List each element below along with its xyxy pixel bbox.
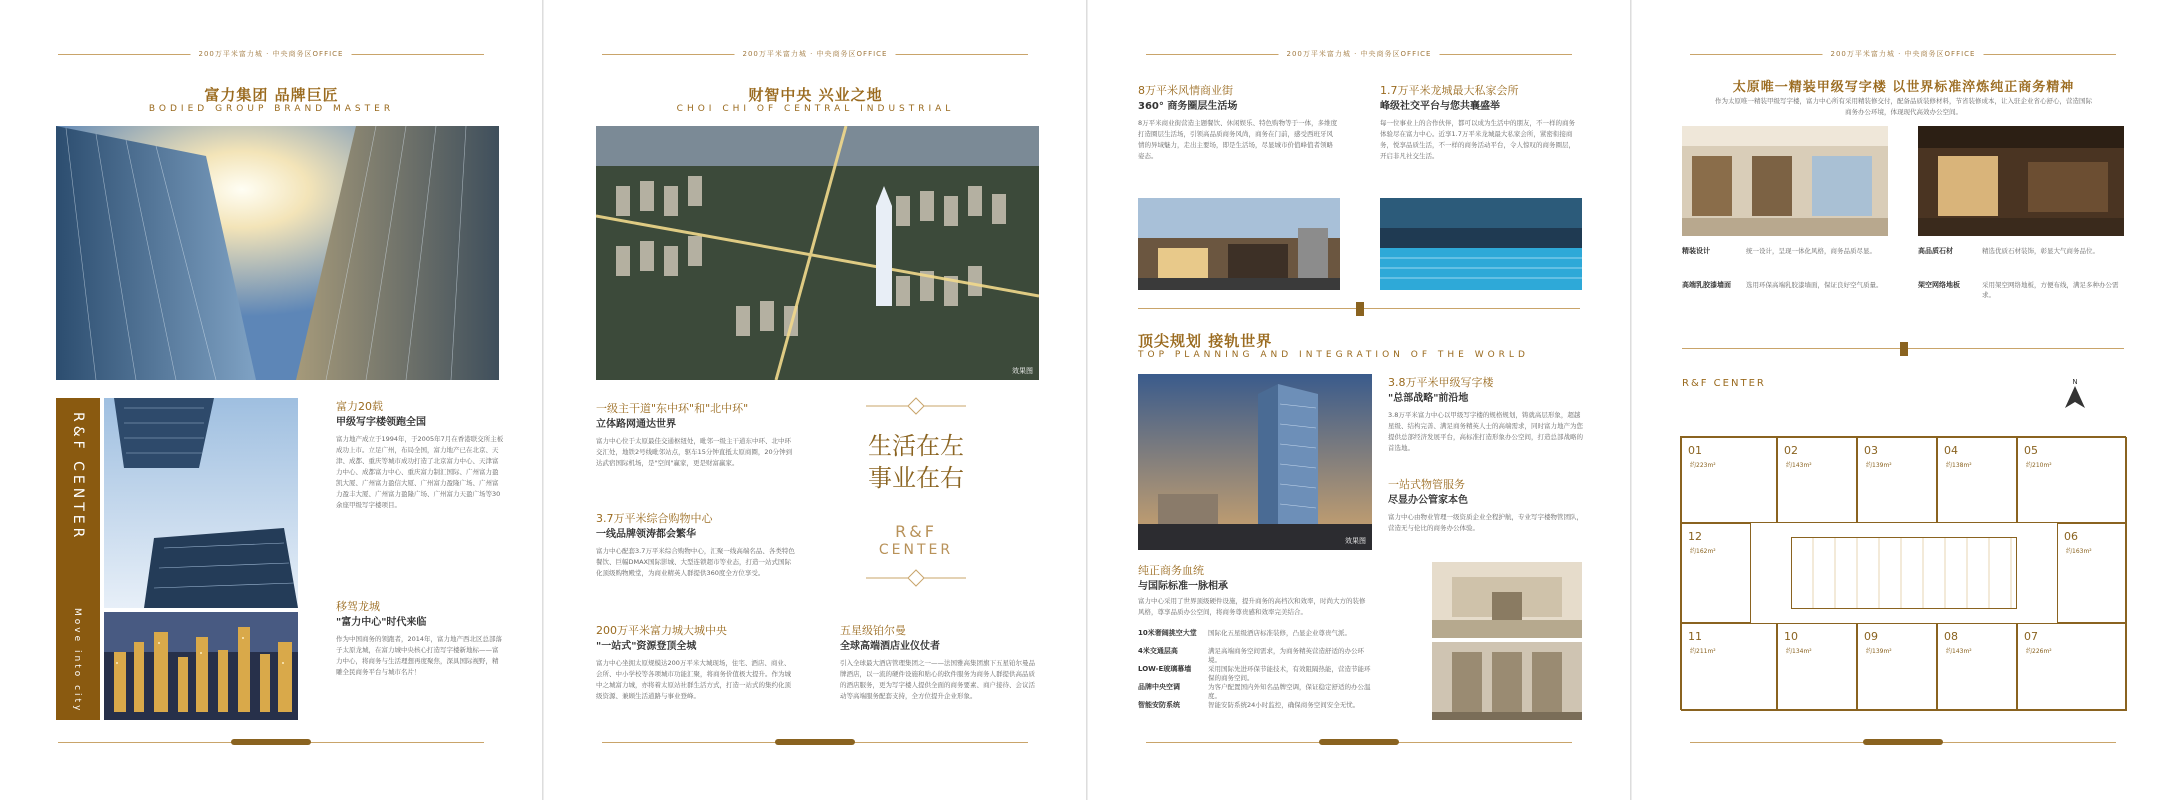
unit-area: 约139m² xyxy=(1866,462,1892,469)
s4-sub: "总部战略"前沿地 xyxy=(1388,393,1469,404)
s3-body: 富力中心坐拥太原规模达200万平米大城现场，住宅、酒店、商业、会所、中小学校等各项城市功能汇聚，将商务价值极大提升。作为城中之城富力城，亦将着太原站社群生活方式，打造一站式的集约化顶级资源、兼顾生活道路与事业登峰。 xyxy=(596,659,791,700)
spec-value: 国际化五星级酒店标准装修，凸显企业尊贵气派。 xyxy=(1208,629,1351,637)
unit-area: 约223m² xyxy=(1690,462,1716,469)
rendering-caption: 效果图 xyxy=(1012,367,1033,375)
s4-title: 3.8万平米甲级写字楼 xyxy=(1388,376,1494,389)
header-tag: 200万平米富力城 · 中央商务区OFFICE xyxy=(735,49,896,59)
unit-number: 07 xyxy=(2024,630,2038,643)
building-core xyxy=(1791,537,2017,609)
spec-row xyxy=(1138,700,1374,718)
floor-plan xyxy=(1680,436,2126,710)
page-title: 财智中央 兴业之地 xyxy=(748,86,883,104)
feature-item xyxy=(1918,246,2124,276)
s2-body: 每一位事业上的合作伙伴，都可以成为生活中的朋友，不一样的商务体验尽在富力中心。近享1.7万平米龙城最大私家会所，紧密衔接商务，悦享品质生活，不一样的商务活动平台，令人惊叹的商务圈层，开启非凡社交生活。 xyxy=(1380,119,1575,160)
city-night-photo xyxy=(104,612,298,720)
spec-key: LOW-E玻璃幕墙 xyxy=(1138,665,1192,673)
brochure-page-4 xyxy=(1632,0,2174,800)
brochure-page-3 xyxy=(1088,0,1631,800)
spec-key: 品牌中央空调 xyxy=(1138,683,1180,691)
commercial-street-photo xyxy=(1138,198,1340,290)
north-label: N xyxy=(2072,378,2078,386)
sec1-sub: 甲级写字楼领跑全国 xyxy=(336,417,426,428)
s1-title: 一级主干道"东中环"和"北中环" xyxy=(596,402,749,415)
feature-key: 高端乳胶漆墙面 xyxy=(1682,281,1731,289)
s3-title: 顶尖规划 接轨世界 xyxy=(1138,332,1273,350)
divider-ornament xyxy=(1900,342,1908,356)
unit-area: 约134m² xyxy=(1786,648,1812,655)
unit-area: 约143m² xyxy=(1946,648,1972,655)
sec2-sub: "富力中心"时代来临 xyxy=(336,617,427,628)
floor-unit xyxy=(2017,437,2127,523)
s1-body: 富力中心位于太原最佳交通枢纽处，毗邻一级主干道东中环、北中环交汇处，地铁2号线毗邻站点，驱车15分钟直抵太原商圈，20分钟到达武宿国际机场，是"空间"赢家，更是财富赢家。 xyxy=(596,437,793,467)
unit-number: 04 xyxy=(1944,444,1958,457)
s5-body: 富力中心由物业管理一级资质企业全程护航，专业写字楼物管团队，营造无与伦比的商务办公体验。 xyxy=(1388,513,1583,532)
unit-number: 10 xyxy=(1784,630,1798,643)
footer-pill xyxy=(775,739,855,745)
spec-row xyxy=(1138,646,1374,664)
header-rule xyxy=(1690,50,2116,58)
footer-rule xyxy=(602,742,1028,743)
lobby-photo xyxy=(1432,562,1582,638)
motto-line-1: 生活在左 xyxy=(868,432,964,460)
interior-photo-2 xyxy=(1918,126,2124,236)
office-tower-rendering xyxy=(1138,374,1372,550)
unit-number: 01 xyxy=(1688,444,1702,457)
floor-unit xyxy=(1857,437,1937,523)
footer-pill xyxy=(1863,739,1943,745)
s5-sub: 尽显办公管家本色 xyxy=(1388,495,1468,506)
sidebar-brand: R&F CENTER xyxy=(70,412,86,542)
spec-key: 4米交通层高 xyxy=(1138,647,1178,655)
spec-key: 10米奢阔挑空大堂 xyxy=(1138,629,1197,637)
sec1-body: 富力地产成立于1994年，于2005年7月在香港联交所主板成功上市。立足广州，布局全国，富力地产已在北京、天津、成都、重庆等城市成功打造了北京富力中心、天津富力中心、成都富力中心、重庆富力制汇国际、广州富力盈凯大厦、广州富力盈信大厦、广州富力盈隆广场、广州富力盈丰大厦、广州富力盈隆广场、广州富力天盈广场等30余座甲级写字楼项目。 xyxy=(336,435,504,509)
feature-item xyxy=(1918,280,2124,310)
unit-number: 03 xyxy=(1864,444,1878,457)
feature-item xyxy=(1682,246,1888,276)
header-rule xyxy=(58,50,484,58)
sec2-title: 移驾龙城 xyxy=(336,600,380,613)
spec-row xyxy=(1138,682,1374,700)
feature-value: 精选优质石材装饰，彰显大气商务品位。 xyxy=(1982,247,2099,255)
spec-value: 采用国际先进环保节能技术，有效阻隔热能，营造节能环保的商务空间。 xyxy=(1208,665,1371,682)
aerial-rendering xyxy=(596,126,1039,380)
spec-value: 智能安防系统24小时监控，确保商务空间安全无忧。 xyxy=(1208,701,1360,709)
divider-ornament xyxy=(1356,302,1364,316)
s4-sub: 全球高端酒店业仪仗者 xyxy=(840,641,940,652)
elevator-hall-photo xyxy=(1432,642,1582,720)
spec-row xyxy=(1138,628,1374,646)
s3-title: 200万平米富力城大城中央 xyxy=(596,624,727,637)
unit-number: 09 xyxy=(1864,630,1878,643)
page-subtitle: CHOI CHI OF CENTRAL INDUSTRIAL xyxy=(676,104,955,114)
feature-key: 精装设计 xyxy=(1682,247,1710,255)
unit-number: 12 xyxy=(1688,530,1702,543)
s1-sub: 360° 商务圈层生活场 xyxy=(1138,101,1238,112)
page-title: 太原唯一精装甲级写字楼 以世界标准淬炼纯正商务精神 xyxy=(1732,80,2075,95)
clubhouse-pool-photo xyxy=(1380,198,1582,290)
motto-brand: R&F xyxy=(895,522,937,541)
brochure-page-2 xyxy=(544,0,1087,800)
header-tag: 200万平米富力城 · 中央商务区OFFICE xyxy=(1279,49,1440,59)
header-tag: 200万平米富力城 · 中央商务区OFFICE xyxy=(1823,49,1984,59)
unit-area: 约226m² xyxy=(2026,648,2052,655)
floor-unit xyxy=(1937,437,2017,523)
s6-title: 纯正商务血统 xyxy=(1138,564,1204,577)
s3-subtitle: TOP PLANNING AND INTEGRATION OF THE WORLD xyxy=(1138,350,1529,360)
footer-rule xyxy=(1690,742,2116,743)
unit-area: 约138m² xyxy=(1946,462,1972,469)
spec-list xyxy=(1138,628,1374,718)
s2-sub: 一线品牌领涛都会繁华 xyxy=(596,529,696,540)
s4-body: 引入全球最大酒店管理集团之一——法国雅高集团旗下五星铂尔曼品牌酒店，以一流的硬件设施和贴心的软件服务为商务人群提供高品质的酒店服务，更为写字楼人提供全面的商务要素、商户接待、会议活动等高端服务配套支持，全方位提升企业形象。 xyxy=(840,659,1035,700)
s2-title: 3.7万平米综合购物中心 xyxy=(596,512,713,525)
unit-area: 约211m² xyxy=(1690,648,1716,655)
floor-unit xyxy=(1681,523,1751,623)
unit-area: 约162m² xyxy=(1690,548,1716,555)
brand-sidebar xyxy=(56,398,100,720)
spec-row xyxy=(1138,664,1374,682)
motto-line-2: 事业在右 xyxy=(868,464,964,492)
s2-sub: 峰级社交平台与您共襄盛举 xyxy=(1380,101,1500,112)
feature-list xyxy=(1682,246,2125,336)
floor-unit xyxy=(1857,623,1937,711)
tower-photo xyxy=(104,398,298,608)
unit-area: 约163m² xyxy=(2066,548,2092,555)
unit-number: 05 xyxy=(2024,444,2038,457)
feature-item xyxy=(1682,280,1888,310)
rendering-caption: 效果图 xyxy=(1345,537,1366,545)
feature-value: 选用环保高端乳胶漆墙面，保证良好空气质量。 xyxy=(1746,281,1883,289)
north-arrow xyxy=(2060,378,2090,412)
unit-number: 08 xyxy=(1944,630,1958,643)
feature-value: 采用架空网络地板，方便布线，满足多种办公需求。 xyxy=(1982,281,2119,299)
footer-pill xyxy=(1319,739,1399,745)
skyscraper-photo xyxy=(56,126,499,380)
page-intro: 作为太原唯一精装甲级写字楼，富力中心所有采用精装修交付，配备品质装修材料，节省装修成本，让入驻企业省心舒心，营造国际商务办公环境，体现现代高效办公空间。 xyxy=(1715,97,2092,116)
unit-area: 约210m² xyxy=(2026,462,2052,469)
sidebar-move: Move into city xyxy=(72,608,82,714)
unit-area: 约139m² xyxy=(1866,648,1892,655)
floor-unit xyxy=(1937,623,2017,711)
header-rule xyxy=(602,50,1028,58)
footer-rule xyxy=(58,742,484,743)
s1-title: 8万平米风情商业街 xyxy=(1138,84,1233,97)
header-rule xyxy=(1146,50,1572,58)
s6-sub: 与国际标准一脉相承 xyxy=(1138,581,1228,592)
compass-icon xyxy=(2065,386,2085,408)
floor-unit xyxy=(1777,623,1857,711)
floor-unit xyxy=(1681,437,1777,523)
footer-pill xyxy=(231,739,311,745)
spec-key: 智能安防系统 xyxy=(1138,701,1180,709)
s5-title: 一站式物管服务 xyxy=(1388,478,1465,491)
s2-title: 1.7万平米龙城最大私家会所 xyxy=(1380,84,1519,97)
feature-value: 统一设计，呈现一体化风格，商务品质尽显。 xyxy=(1746,247,1876,255)
floorplan-label: R&F CENTER xyxy=(1682,378,1766,389)
interior-photo-1 xyxy=(1682,126,1888,236)
s1-sub: 立体路网通达世界 xyxy=(596,419,676,430)
unit-number: 06 xyxy=(2064,530,2078,543)
header-tag: 200万平米富力城 · 中央商务区OFFICE xyxy=(191,49,352,59)
sec1-title: 富力20载 xyxy=(336,400,383,413)
floor-unit xyxy=(1681,623,1777,711)
floor-unit xyxy=(2057,523,2127,623)
page-subtitle: BODIED GROUP BRAND MASTER xyxy=(148,104,395,114)
floor-unit xyxy=(2017,623,2127,711)
spec-value: 满足高端商务空间需求，为商务精英营造舒适的办公环境。 xyxy=(1208,647,1364,664)
s1-body: 8万平米商业街营造主题餐饮、休闲娱乐、特色购物等于一体，多维度打造圈层生活场，引领高品质商务风尚，商务在门前，感受西班牙风情的异域魅力，走出主要场，即是生活场，尽显城市价值峰值者领略姿态。 xyxy=(1138,119,1338,160)
motto-block xyxy=(826,396,1006,596)
s3-sub: "一站式"资源登顶全城 xyxy=(596,641,697,652)
unit-number: 02 xyxy=(1784,444,1798,457)
s2-body: 富力中心配套3.7万平米综合购物中心，汇聚一线高端名品、各类特色餐饮、巨幅DMAX国际影城、大型连锁超市等业态，打造一站式国际化顶级购物殿堂，为商业精英人群提供360度全方位享受。 xyxy=(596,547,795,577)
feature-key: 架空网络地板 xyxy=(1918,281,1960,289)
s4-body: 3.8万平米富力中心以甲级写字楼的规格规划，铸就高层形象，超越星级、结构完善、满足商务精英人士的高端需求，同时富力地产为您提供总部经济发展平台，高标准打造形象办公空间，打造总部战略的首选地。 xyxy=(1388,411,1583,452)
s4-title: 五星级铂尔曼 xyxy=(840,624,906,637)
unit-area: 约143m² xyxy=(1786,462,1812,469)
page-title: 富力集团 品牌巨匠 xyxy=(204,86,339,104)
unit-number: 11 xyxy=(1688,630,1702,643)
floor-unit xyxy=(1777,437,1857,523)
sec2-body: 作为中国商务的领跑者，2014年，富力地产西北区总部落子太原龙城，在富力城中央核心打造写字楼新地标——富力中心，将商务与生活理想再度聚焦，深具国际视野，精雕全民商务平台与城市名片！ xyxy=(336,635,503,676)
feature-key: 高品质石材 xyxy=(1918,247,1953,255)
motto-brand-2: CENTER xyxy=(878,542,954,558)
footer-rule xyxy=(1146,742,1572,743)
brochure-page-1 xyxy=(0,0,543,800)
spec-value: 为客户配置国内外知名品牌空调，保证稳定舒适的办公温度。 xyxy=(1208,683,1371,700)
s6-body: 富力中心采用了世界顶级硬件设施，提升商务的高档次和效率，时尚大方的装修风格，尊享品质办公空间，将商务尊贵感和效率完美结合。 xyxy=(1138,597,1366,616)
